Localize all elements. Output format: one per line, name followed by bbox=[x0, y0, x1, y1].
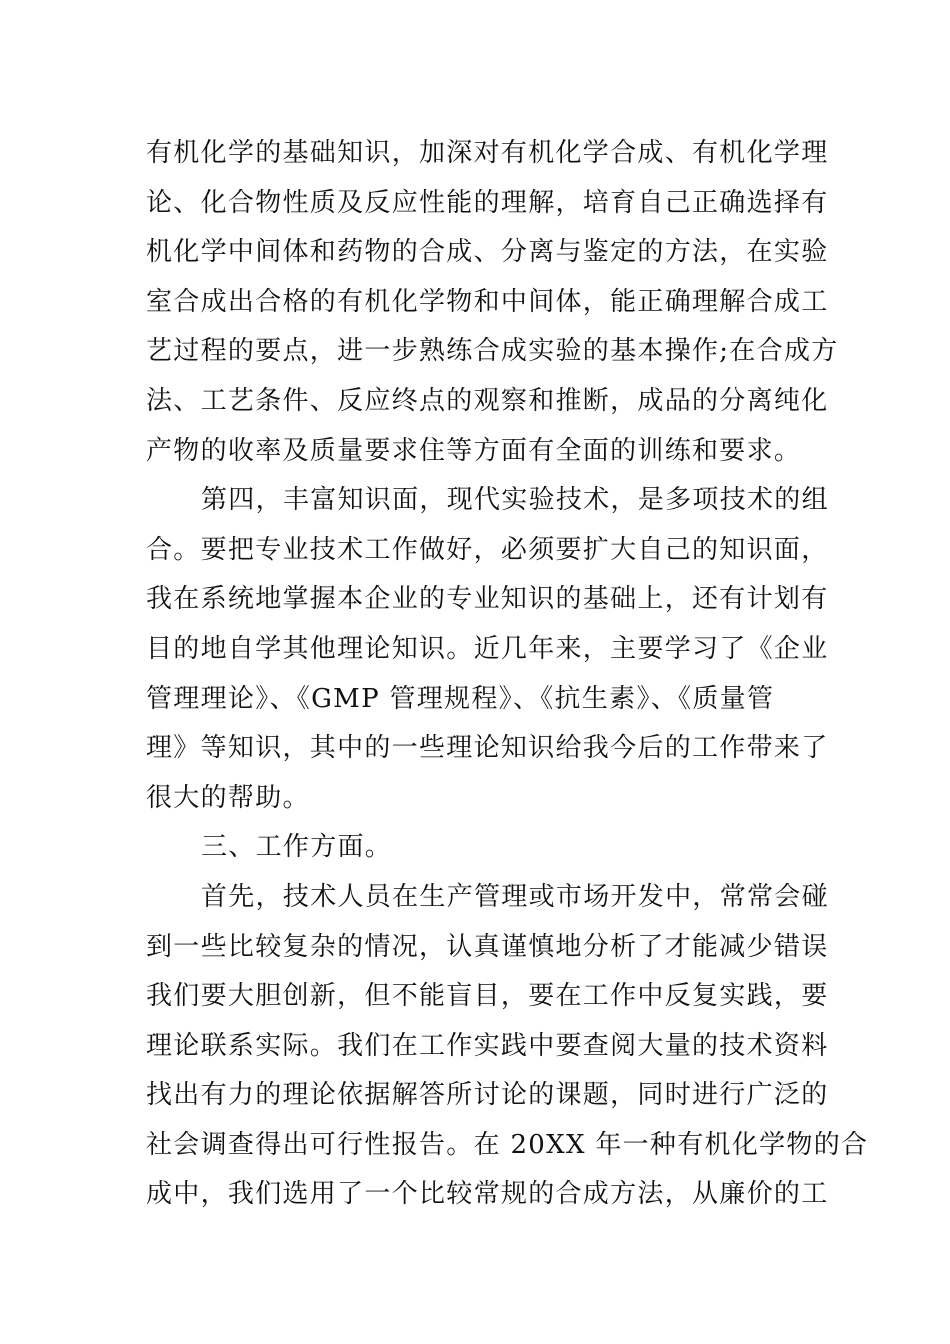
text-line: 论、化合物性质及反应性能的理解，培育自己正确选择有 bbox=[146, 187, 829, 218]
text-line: 法、工艺条件、反应终点的观察和推断，成品的分离纯化 bbox=[146, 385, 829, 416]
text-line: 很大的帮助。 bbox=[146, 782, 310, 813]
text-line: 机化学中间体和药物的合成、分离与鉴定的方法，在实验 bbox=[146, 237, 829, 268]
text-line: 理论联系实际。我们在工作实践中要查阅大量的技术资料 bbox=[146, 1030, 829, 1061]
text-line: 我在系统地掌握本企业的专业知识的基础上，还有计划有 bbox=[146, 584, 829, 615]
text-line: 室合成出合格的有机化学物和中间体，能正确理解合成工 bbox=[146, 286, 829, 317]
text-line: 目的地自学其他理论知识。近几年来，主要学习了《企业 bbox=[146, 633, 829, 664]
text-line: 产物的收率及质量要求住等方面有全面的训练和要求。 bbox=[146, 435, 802, 466]
text-line: 我们要大胆创新，但不能盲目，要在工作中反复实践，要 bbox=[146, 981, 829, 1012]
text-line: 有机化学的基础知识，加深对有机化学合成、有机化学理 bbox=[146, 138, 829, 168]
text-line: 找出有力的理论依据解答所讨论的课题，同时进行广泛的 bbox=[146, 1080, 829, 1111]
text-line: 到一些比较复杂的情况，认真谨慎地分析了才能减少错误 bbox=[146, 931, 829, 962]
text-line: 首先，技术人员在生产管理或市场开发中，常常会碰 bbox=[201, 881, 829, 912]
text-line: 社会调查得出可行性报告。在 20XX 年一种有机化学物的合 bbox=[146, 1129, 869, 1160]
text-line: 合。要把专业技术工作做好，必须要扩大自己的知识面， bbox=[146, 534, 829, 565]
text-line: 成中，我们选用了一个比较常规的合成方法，从廉价的工 bbox=[146, 1179, 829, 1210]
text-line: 理》等知识，其中的一些理论知识给我今后的工作带来了 bbox=[146, 733, 829, 764]
section-heading: 三、工作方面。 bbox=[201, 832, 393, 863]
text-line: 管理理论》、《GMP 管理规程》、《抗生素》、《质量管 bbox=[146, 683, 775, 714]
text-line: 艺过程的要点，进一步熟练合成实验的基本操作;在合成方 bbox=[146, 336, 839, 367]
text-line: 第四，丰富知识面，现代实验技术，是多项技术的组 bbox=[201, 485, 829, 516]
document-body bbox=[146, 129, 869, 1220]
